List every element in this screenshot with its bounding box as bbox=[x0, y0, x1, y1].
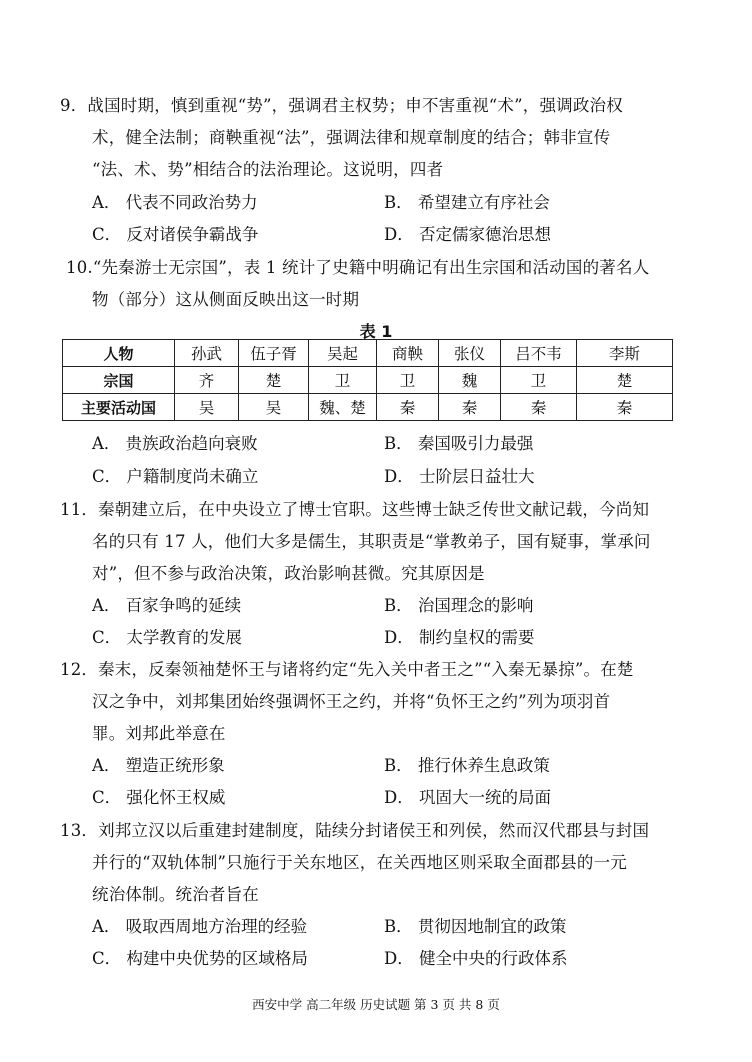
table-cell: 吴 bbox=[175, 394, 239, 421]
q11-option-c: C． 太学教育的发展 bbox=[92, 628, 242, 647]
table-cell: 楚 bbox=[577, 367, 673, 394]
table-cell: 魏、楚 bbox=[309, 394, 377, 421]
q11-stem-line-2: 名的只有 17 人，他们大多是儒生，其职责是“掌教弟子，国有疑事，掌承问 bbox=[92, 532, 651, 551]
q13-option-a: A． 吸取西周地方治理的经验 bbox=[92, 917, 308, 936]
row-header-home-state: 宗国 bbox=[63, 367, 175, 394]
table-cell: 吴起 bbox=[309, 340, 377, 367]
table-cell: 李斯 bbox=[577, 340, 673, 367]
q9-option-b: B． 希望建立有序社会 bbox=[384, 193, 550, 212]
table-cell: 秦 bbox=[577, 394, 673, 421]
q12-stem-line-1: 12．秦末，反秦领袖楚怀王与诸将约定“先入关中者王之”“入秦无暴掠”。在楚 bbox=[60, 660, 634, 679]
q11-stem-line-3: 对”，但不参与政治决策，政治影响甚微。究其原因是 bbox=[92, 564, 485, 583]
q11-stem-line-1: 11．秦朝建立后，在中央设立了博士官职。这些博士缺乏传世文献记载，今尚知 bbox=[60, 500, 650, 519]
q12-option-b: B． 推行休养生息政策 bbox=[384, 756, 550, 775]
q13-stem-line-2: 并行的“双轨体制”只施行于关东地区，在关西地区则采取全面郡县的一元 bbox=[92, 853, 627, 872]
q13-option-b: B． 贯彻因地制宜的政策 bbox=[384, 917, 567, 936]
table-cell: 秦 bbox=[501, 394, 577, 421]
table-row-active-state bbox=[63, 394, 673, 421]
table-cell: 孙武 bbox=[175, 340, 239, 367]
q13-option-c: C． 构建中央优势的区域格局 bbox=[92, 949, 308, 968]
table-cell: 吕不韦 bbox=[501, 340, 577, 367]
q10-stem-line-1: 10.“先秦游士无宗国”，表 1 统计了史籍中明确记有出生宗国和活动国的著名人 bbox=[66, 258, 650, 277]
row-header-person: 人物 bbox=[63, 340, 175, 367]
q10-option-d: D． 士阶层日益壮大 bbox=[384, 467, 535, 486]
q13-option-d: D． 健全中央的行政体系 bbox=[384, 949, 568, 968]
table-cell: 张仪 bbox=[439, 340, 501, 367]
table-cell: 卫 bbox=[377, 367, 439, 394]
q9-option-a: A． 代表不同政治势力 bbox=[92, 193, 258, 212]
q9-stem-line-1: 9．战国时期，慎到重视“势”，强调君主权势；申不害重视“术”，强调政治权 bbox=[60, 96, 623, 115]
q12-stem-line-2: 汉之争中，刘邦集团始终强调怀王之约，并将“负怀王之约”列为项羽首 bbox=[92, 692, 611, 711]
row-header-active-state: 主要活动国 bbox=[63, 394, 175, 421]
table-cell: 吴 bbox=[239, 394, 309, 421]
table-cell: 商鞅 bbox=[377, 340, 439, 367]
q12-option-d: D． 巩固大一统的局面 bbox=[384, 788, 551, 807]
table-row-home-state bbox=[63, 367, 673, 394]
q9-stem-line-2: 术，健全法制；商鞅重视“法”，强调法律和规章制度的结合；韩非宣传 bbox=[92, 128, 611, 147]
q9-option-c: C． 反对诸侯争霸战争 bbox=[92, 225, 259, 244]
table-cell: 伍子胥 bbox=[239, 340, 309, 367]
table-cell: 卫 bbox=[309, 367, 377, 394]
table-cell: 秦 bbox=[377, 394, 439, 421]
table-title: 表 1 bbox=[359, 322, 393, 341]
q13-stem-line-3: 统治体制。统治者旨在 bbox=[92, 885, 259, 904]
table-cell: 魏 bbox=[439, 367, 501, 394]
table-row-person bbox=[63, 340, 673, 367]
table-cell: 秦 bbox=[439, 394, 501, 421]
table-cell: 楚 bbox=[239, 367, 309, 394]
q9-stem-line-3: “法、术、势”相结合的法治理论。这说明，四者 bbox=[92, 160, 444, 179]
q11-option-d: D． 制约皇权的需要 bbox=[384, 628, 535, 647]
page-footer: 西安中学 高二年级 历史试题 第 3 页 共 8 页 bbox=[252, 997, 500, 1012]
table-1 bbox=[62, 339, 673, 421]
q10-stem-line-2: 物（部分）这从侧面反映出这一时期 bbox=[92, 290, 360, 309]
q10-option-a: A． 贵族政治趋向衰败 bbox=[92, 434, 258, 453]
q12-option-a: A． 塑造正统形象 bbox=[92, 756, 225, 775]
q13-stem-line-1: 13．刘邦立汉以后重建封建制度，陆续分封诸侯王和列侯，然而汉代郡县与封国 bbox=[60, 821, 650, 840]
table-cell: 齐 bbox=[175, 367, 239, 394]
table-cell: 卫 bbox=[501, 367, 577, 394]
q12-option-c: C． 强化怀王权威 bbox=[92, 788, 226, 807]
q11-option-a: A． 百家争鸣的延续 bbox=[92, 596, 242, 615]
q10-option-b: B． 秦国吸引力最强 bbox=[384, 434, 534, 453]
q9-option-d: D． 否定儒家德治思想 bbox=[384, 225, 551, 244]
q12-stem-line-3: 罪。刘邦此举意在 bbox=[92, 724, 226, 743]
q10-option-c: C． 户籍制度尚未确立 bbox=[92, 467, 259, 486]
q11-option-b: B． 治国理念的影响 bbox=[384, 596, 534, 615]
